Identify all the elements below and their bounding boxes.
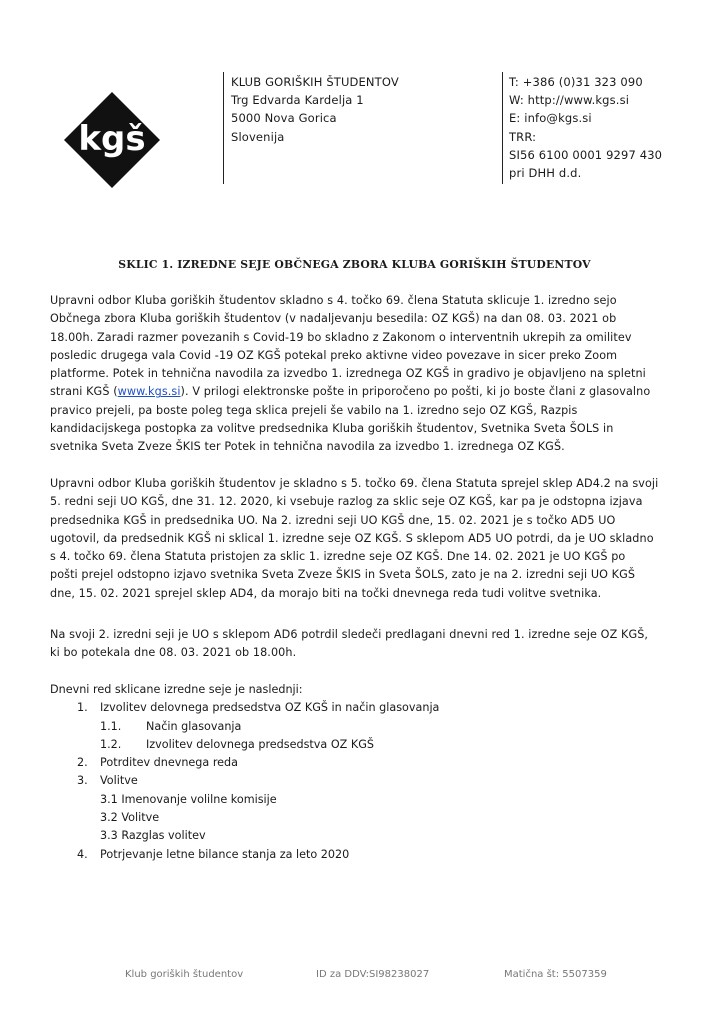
header-divider-right bbox=[502, 72, 503, 184]
agenda-item-text: Način glasovanja bbox=[146, 719, 242, 733]
agenda-item-text: Izvolitev delovnega predsedstva OZ KGŠ in način glasovanja bbox=[100, 701, 440, 715]
agenda-item-text: Potrjevanje letne bilance stanja za leto 2020 bbox=[100, 847, 350, 861]
text-line bbox=[50, 383, 650, 401]
contact-iban: SI56 6100 0001 9297 430 bbox=[509, 147, 663, 162]
text-line: svetnika Sveta Zveze ŠKIS ter Potek in tehnična navodila za izvedbo 1. izrednega OZ KGŠ. bbox=[50, 440, 565, 454]
text-line: Upravni odbor Kluba goriških študentov je skladno s 5. točko 69. člena Statuta sprejel sklep AD4.2 na svoji bbox=[50, 477, 659, 490]
contact-block bbox=[509, 73, 662, 182]
address-line: Slovenija bbox=[231, 129, 285, 144]
text-line: ki bo potekala dne 08. 03. 2021 ob 18.00h. bbox=[50, 646, 297, 660]
text-line: kandidacijskega postopka za volitve predsednika Kluba goriških študentov, Svetnika Sveta ŠOLS in bbox=[50, 422, 614, 436]
agenda-item-number: 4. bbox=[77, 847, 88, 861]
text-line: 18.00h. Zaradi razmer povezanih s Covid-19 bo skladno z Zakonom o interventnih ukrepih za omilitev bbox=[50, 330, 632, 344]
text-line: platforme. Potek in tehnična navodila za izvedbo 1. izrednega OZ KGŠ in gradivo je objavljeno na spletni bbox=[50, 367, 646, 381]
agenda-item-number: 3. bbox=[77, 774, 88, 788]
address-line: 5000 Nova Gorica bbox=[231, 111, 337, 126]
text-line: Občnega zbora Kluba goriških študentov (v nadaljevanju besedila: OZ KGŠ) na dan 08. 03. 2021 ob bbox=[50, 312, 617, 326]
agenda-item-text: Volitve bbox=[100, 774, 138, 788]
address-line: Trg Edvarda Kardelja 1 bbox=[231, 93, 364, 108]
address-line: KLUB GORIŠKIH ŠTUDENTOV bbox=[231, 75, 399, 89]
footer-club-name: Klub goriških študentov bbox=[125, 969, 244, 980]
paragraph-1 bbox=[50, 292, 650, 457]
footer-vat-id: ID za DDV:SI98238027 bbox=[316, 969, 430, 980]
text-segment: strani KGŠ ( bbox=[50, 385, 118, 399]
address-block bbox=[231, 73, 399, 146]
agenda-item-text: 3.1 Imenovanje volilne komisije bbox=[100, 792, 277, 806]
text-line: pravico prejeli, pa boste poleg tega sklica prejeli še vabilo na 1. izredno sejo OZ KGŠ, Razpis bbox=[50, 403, 578, 417]
text-line: posledic drugega vala Covid -19 OZ KGŠ potekal preko aktivne video povezave in sicer preko Zoom bbox=[50, 348, 618, 362]
kgs-logo-icon bbox=[62, 90, 162, 190]
agenda-item-text: Izvolitev delovnega predsedstva OZ KGŠ bbox=[146, 737, 374, 751]
contact-trr-label: TRR: bbox=[509, 129, 537, 144]
logo-text: kgš bbox=[78, 119, 146, 159]
agenda-item-text: 3.3 Razglas volitev bbox=[100, 829, 206, 843]
contact-bank: pri DHH d.d. bbox=[509, 166, 582, 181]
text-line: pošti prejel odstopno izjavo svetnika Sveta Zveze ŠKIS in Sveta ŠOLS, zato je na 2. izredni seji UO KGŠ bbox=[50, 568, 636, 582]
agenda-item-number: 1.1. bbox=[100, 719, 122, 733]
website-link[interactable]: www.kgs.si bbox=[117, 385, 181, 399]
text-line: 5. redni seji UO KGŠ, dne 31. 12. 2020, ki vsebuje razlog za sklic seje OZ KGŠ, kar pa je odstopna izjava bbox=[50, 495, 643, 509]
agenda-item-number: 2. bbox=[77, 756, 88, 770]
text-line: ugotovil, da predsednik KGŠ ni sklical 1. izredne seje OZ KGŠ. S sklepom AD5 UO potrdi, da je UO skladno bbox=[50, 531, 654, 545]
text-line: Na svoji 2. izredni seji je UO s sklepom AD6 potrdil sledeči predlagani dnevni red 1. izredne seje OZ KGŠ, bbox=[50, 628, 649, 641]
text-line: dne, 15. 02. 2021 sprejel sklep AD4, da morajo biti na točki dnevnega reda tudi volitve svetnika. bbox=[50, 586, 602, 600]
paragraph-2 bbox=[50, 475, 658, 603]
agenda-item-text: 3.2 Volitve bbox=[100, 811, 160, 825]
agenda-intro-text: Dnevni red sklicane izredne seje je naslednji: bbox=[50, 683, 303, 696]
text-line: s 4. točko 69. člena Statuta pristojen za sklic 1. izredne seje OZ KGŠ. Dne 14. 02. 2021 je UO KGŠ po bbox=[50, 550, 626, 564]
footer-registration-number: Matična št: 5507359 bbox=[504, 969, 607, 980]
contact-phone: T: +386 (0)31 323 090 bbox=[509, 75, 643, 89]
agenda-item-number: 1.2. bbox=[100, 737, 122, 751]
text-segment: ). V prilogi elektronske pošte in priporočeno po pošti, ki jo boste člani z glasovalno bbox=[180, 385, 651, 399]
document-title: SKLIC 1. IZREDNE SEJE OBČNEGA ZBORA KLUBA GORIŠKIH ŠTUDENTOV bbox=[118, 258, 591, 271]
agenda-item-text: Potrditev dnevnega reda bbox=[100, 756, 239, 770]
agenda-item-number: 1. bbox=[77, 701, 88, 715]
text-line: Upravni odbor Kluba goriških študentov skladno s 4. točko 69. člena Statuta sklicuje 1. izredno sejo bbox=[50, 294, 617, 307]
contact-web[interactable]: W: http://www.kgs.si bbox=[509, 93, 630, 108]
contact-email[interactable]: E: info@kgs.si bbox=[509, 111, 592, 126]
header-divider-left bbox=[223, 72, 224, 184]
text-line: predsednika KGŠ in predsednika UO. Na 2. izredni seji UO KGŠ dne, 15. 02. 2021 je s točko AD5 UO bbox=[50, 513, 616, 527]
paragraph-3 bbox=[50, 626, 648, 663]
